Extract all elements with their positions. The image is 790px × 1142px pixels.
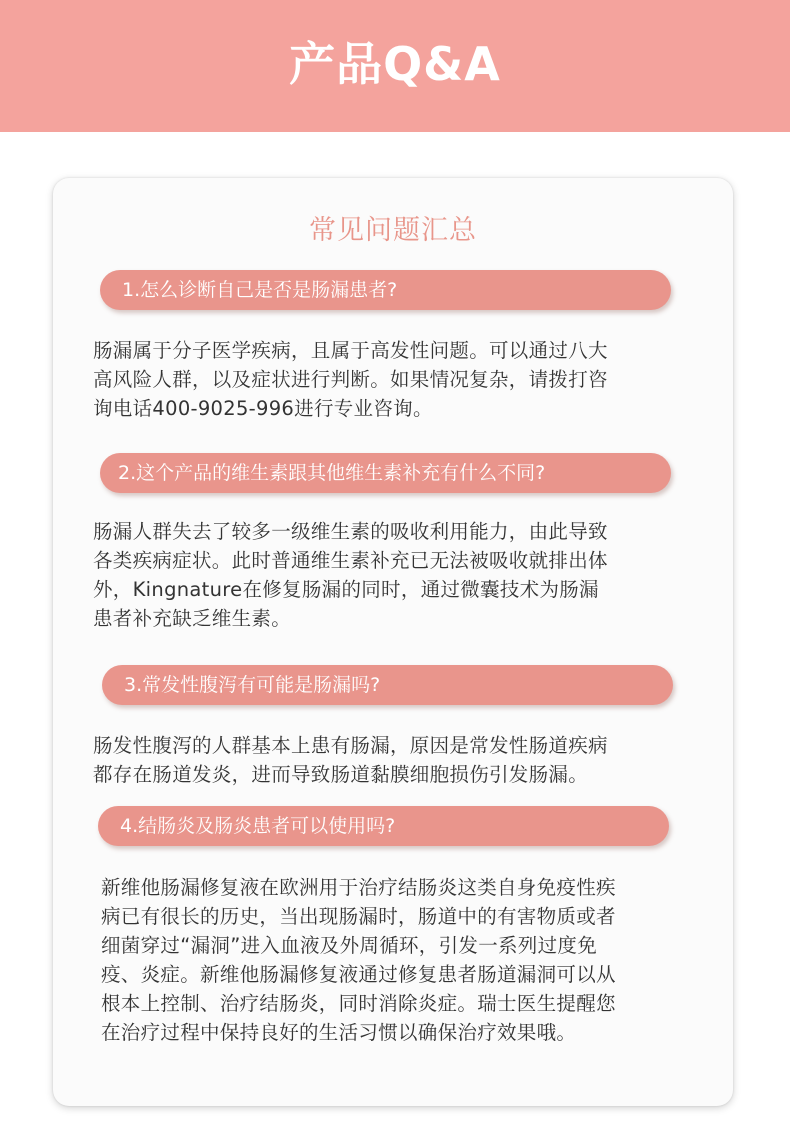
faq-card: [53, 178, 733, 1106]
faq-question-4: 4.结肠炎及肠炎患者可以使用吗?: [98, 806, 669, 846]
answer-line: 肠漏人群失去了较多一级维生素的吸收利用能力，由此导致: [93, 520, 608, 543]
answer-line: 在治疗过程中保持良好的生活习惯以确保治疗效果哦。: [101, 1021, 577, 1044]
answer-line: 高风险人群，以及症状进行判断。如果情况复杂，请拨打咨: [93, 368, 608, 391]
faq-answer-1: [93, 336, 608, 423]
answer-line: 各类疾病症状。此时普通维生素补充已无法被吸收就排出体: [93, 549, 608, 572]
answer-line: 肠漏属于分子医学疾病，且属于高发性问题。可以通过八大: [93, 339, 608, 362]
faq-card-title: 常见问题汇总: [309, 215, 477, 246]
answer-line: 肠发性腹泻的人群基本上患有肠漏，原因是常发性肠道疾病: [93, 734, 608, 757]
faq-answer-2: [93, 517, 608, 633]
answer-line: 新维他肠漏修复液在欧洲用于治疗结肠炎这类自身免疫性疾: [101, 876, 616, 899]
answer-line: 病已有很长的历史，当出现肠漏时，肠道中的有害物质或者: [101, 905, 616, 928]
answer-line: 根本上控制、治疗结肠炎，同时消除炎症。瑞士医生提醒您: [101, 992, 616, 1015]
faq-question-3: 3.常发性腹泻有可能是肠漏吗?: [102, 665, 673, 705]
answer-line: 外，Kingnature在修复肠漏的同时，通过微囊技术为肠漏: [93, 578, 599, 601]
answer-line: 都存在肠道发炎，进而导致肠道黏膜细胞损伤引发肠漏。: [93, 763, 589, 786]
faq-question-2: 2.这个产品的维生素跟其他维生素补充有什么不同?: [100, 453, 671, 493]
faq-question-1: 1.怎么诊断自己是否是肠漏患者?: [100, 270, 671, 310]
page-header: [0, 0, 790, 132]
page-title: 产品Q&A: [289, 37, 501, 91]
answer-line: 疫、炎症。新维他肠漏修复液通过修复患者肠道漏洞可以从: [101, 963, 616, 986]
faq-answer-3: [93, 731, 608, 789]
answer-line: 患者补充缺乏维生素。: [93, 607, 292, 630]
faq-answer-4: [101, 873, 616, 1047]
answer-line: 询电话400-9025-996进行专业咨询。: [93, 397, 433, 420]
answer-line: 细菌穿过“漏洞”进入血液及外周循环，引发一系列过度免: [101, 934, 598, 957]
